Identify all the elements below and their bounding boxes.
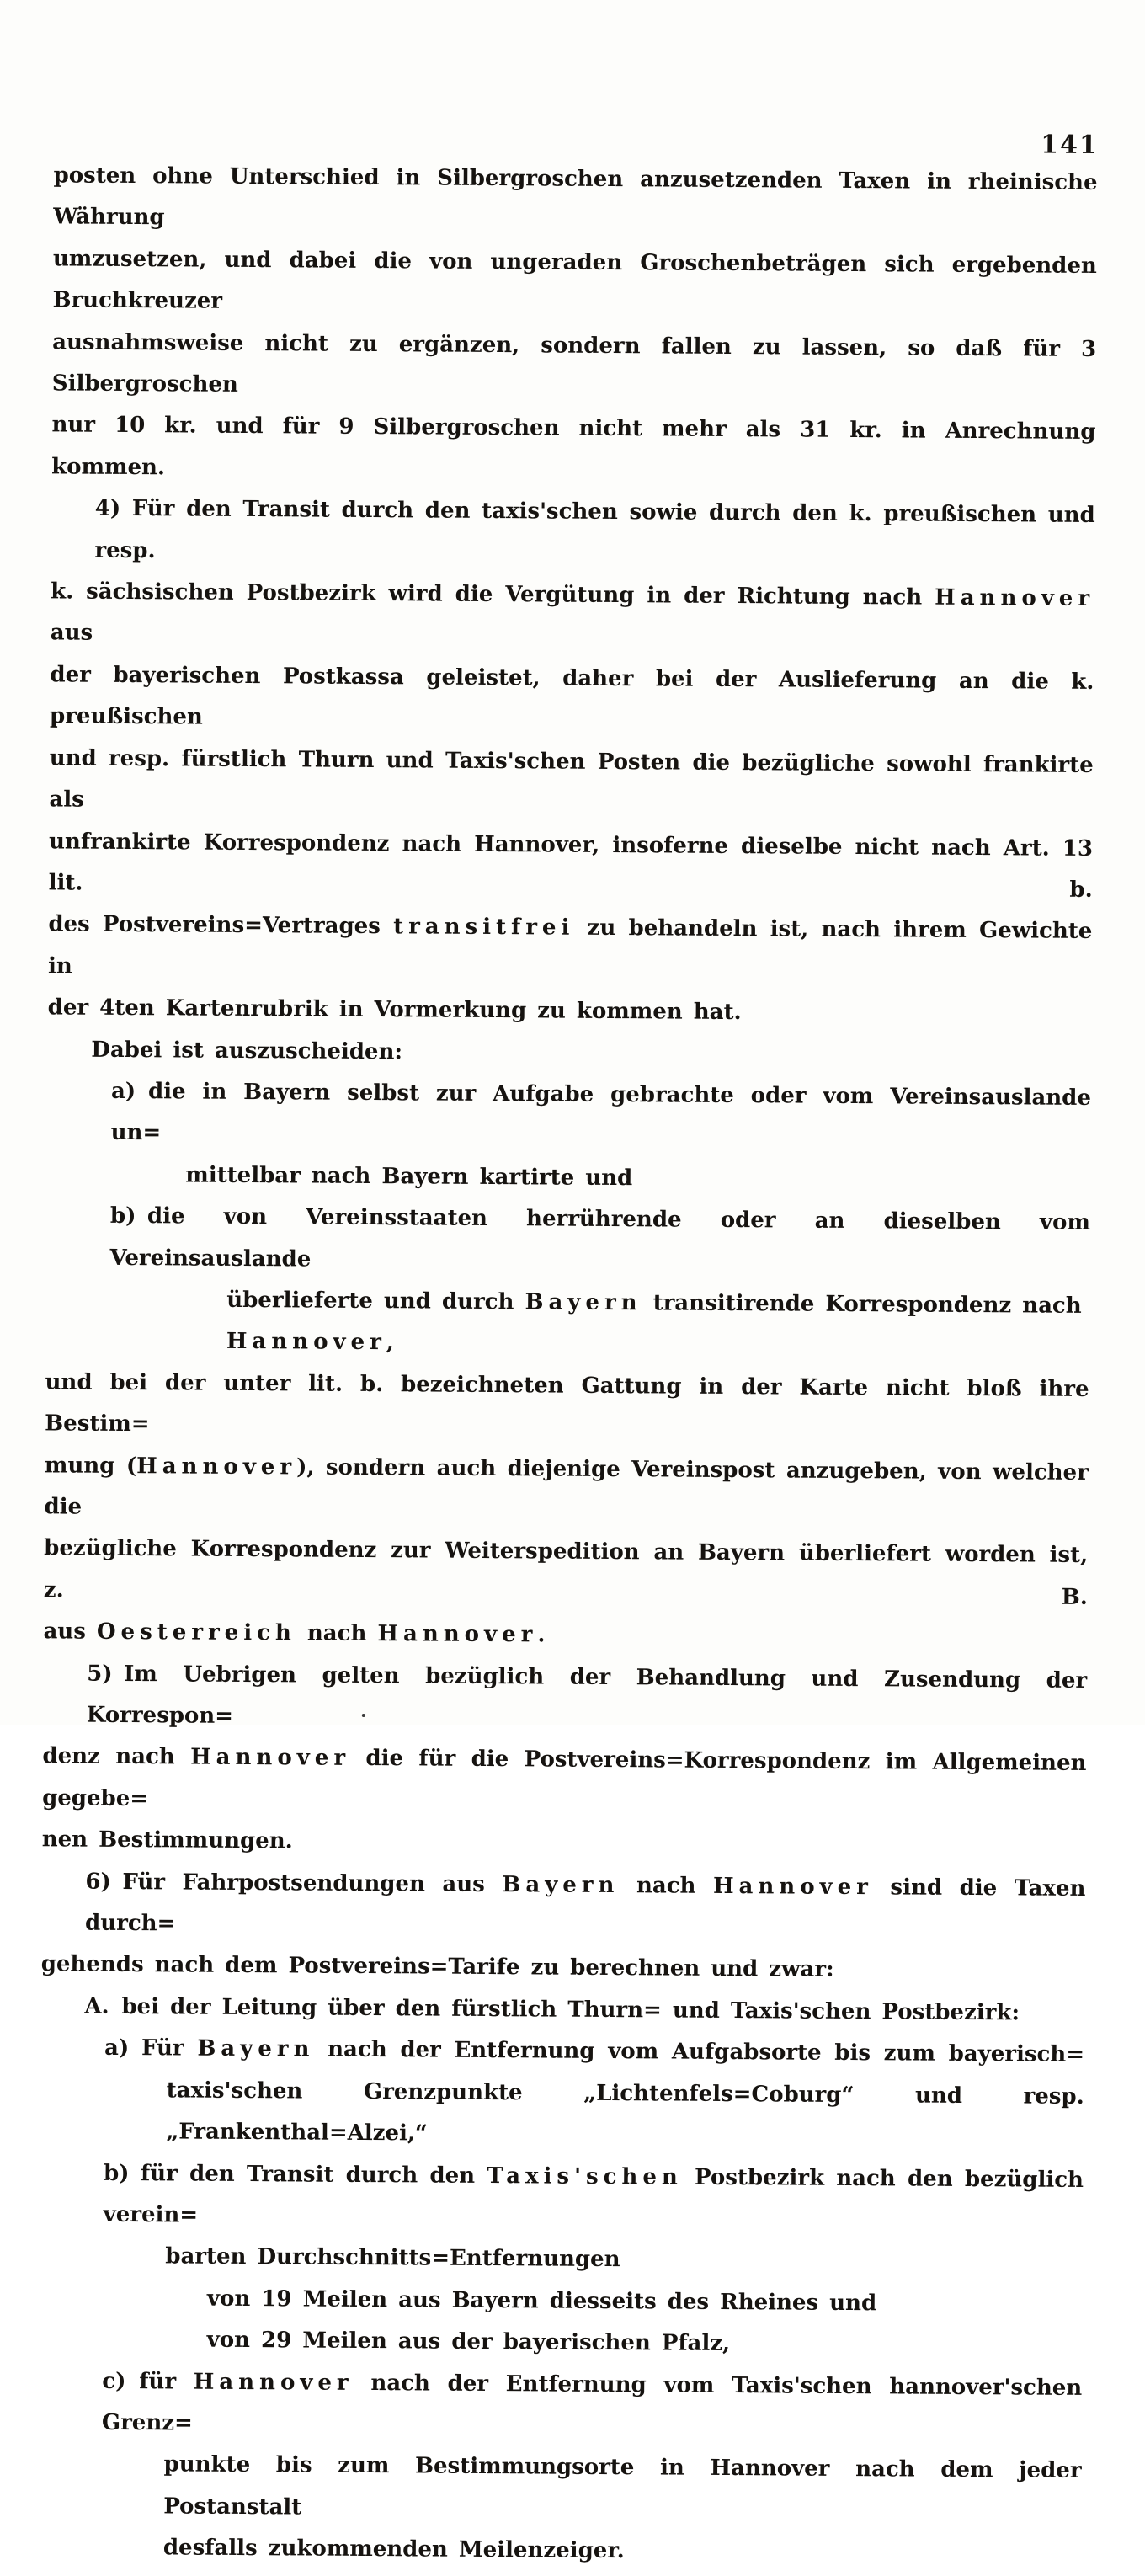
text-line: denz nach Hannover die für die Postvereins=Korrespondenz im Allgemeinen gegebe=	[42, 1743, 1087, 1812]
text-line: der bayerischen Postkassa geleistet, daher bei der Auslieferung an die k. preußischen	[49, 662, 1094, 730]
text-line: 4) Für den Transit durch den taxis'schen sowie durch den k. preußischen und resp.	[94, 488, 1095, 579]
list-marker: a)	[104, 2035, 130, 2061]
list-marker: 4)	[94, 495, 121, 522]
emphasized-text: Hannover	[136, 1453, 297, 1480]
emphasized-text: Hannover	[377, 1621, 538, 1648]
text-line: und bei der unter lit. b. bezeichneten Gattung in der Karte nicht bloß ihre Bestim=	[45, 1369, 1089, 1437]
text-line: b) die von Vereinsstaaten herrührende oder an dieselben vom Vereinsauslande	[109, 1196, 1090, 1286]
list-marker: b)	[109, 1203, 136, 1229]
emphasized-text: transitfrei	[393, 914, 575, 941]
text-line: 6) Für Fahrpostsendungen aus Bayern nach Hannover sind die Taxen durch=	[85, 1861, 1086, 1951]
emphasized-text: Bayern	[525, 1289, 642, 1316]
text-line: desfalls zukommenden Meilenzeiger.	[162, 2535, 625, 2564]
text-line: ausnahmsweise nicht zu ergänzen, sondern fallen zu lassen, so daß für 3 Silbergroschen	[51, 328, 1097, 397]
text-line: von 29 Meilen aus der bayerischen Pfalz,	[206, 2327, 731, 2357]
page-number: 141	[1041, 130, 1099, 161]
emphasized-text: Hannover	[935, 584, 1095, 612]
text-line: mittelbar nach Bayern kartirte und	[185, 1162, 633, 1191]
emphasized-text: Bayern	[502, 1871, 620, 1898]
text-line: 5) Im Uebrigen gelten bezüglich der Behandlung und Zusendung der Korrespon=	[87, 1653, 1088, 1743]
text-line: unfrankirte Korrespondenz nach Hannover, insoferne dieselbe nicht nach Art. 13 lit. b.	[48, 828, 1094, 903]
text-line: nen Bestimmungen.	[41, 1827, 293, 1854]
text-line: gehends nach dem Postvereins=Tarife zu berechnen und zwar:	[40, 1951, 834, 1983]
text-line: a) Für Bayern nach der Entfernung vom Aufgabsorte bis zum bayerisch=	[104, 2028, 1084, 2077]
emphasized-text: Hannover	[226, 1329, 386, 1356]
emphasized-text: Taxis'schen	[487, 2163, 683, 2190]
emphasized-text: Oesterreich	[96, 1619, 297, 1646]
text-line: a) die in Bayern selbst zur Aufgabe gebrachte oder vom Vereinsauslande un=	[110, 1071, 1091, 1161]
text-line: barten Durchschnitts=Entfernungen	[165, 2243, 620, 2273]
text-line: von 19 Meilen aus Bayern diesseits des Rheines und	[206, 2285, 877, 2316]
emphasized-text: Bayern	[197, 2035, 315, 2062]
text-line: punkte bis zum Bestimmungsorte in Hannover nach dem jeder Postanstalt	[163, 2451, 1082, 2520]
text-line: der 4ten Kartenrubrik in Vormerkung zu kommen hat.	[47, 995, 742, 1026]
list-marker: b)	[103, 2160, 130, 2186]
text-line: bezügliche Korrespondenz zur Weiterspedition an Bayern überliefert worden ist, z. B.	[43, 1535, 1089, 1610]
ink-speck	[362, 1714, 365, 1717]
list-marker: 6)	[85, 1869, 111, 1895]
text-line: und resp. fürstlich Thurn und Taxis'schen Posten die bezügliche sowohl frankirte als	[49, 745, 1094, 813]
text-line: mung (Hannover), sondern auch diejenige Vereinspost anzugeben, von welcher die	[44, 1452, 1089, 1520]
text-line: Dabei ist auszuscheiden:	[91, 1037, 403, 1064]
list-marker: A.	[84, 1993, 109, 2019]
text-line: umzusetzen, und dabei die von ungeraden Groschenbeträgen sich ergebenden Bruchkreuzer	[52, 246, 1097, 314]
page-body	[37, 155, 1098, 2575]
text-line: c) für Hannover nach der Entfernung vom Taxis'schen hannover'schen Grenz=	[102, 2360, 1083, 2451]
text-line: k. sächsischen Postbezirk wird die Vergütung in der Richtung nach Hannover aus	[50, 579, 1095, 647]
text-line: überlieferte und durch Bayern transitirende Korrespondenz nach Hannover,	[226, 1287, 1082, 1356]
text-line: aus Oesterreich nach Hannover.	[43, 1619, 546, 1648]
emphasized-text: Hannover	[712, 1873, 874, 1900]
text-line: b) für den Transit durch den Taxis'schen Postbezirk nach den bezüglich verein=	[104, 2152, 1084, 2243]
text-line: nur 10 kr. und für 9 Silbergroschen nicht mehr als 31 kr. in Anrechnung kommen.	[51, 412, 1096, 481]
text-line: taxis'schen Grenzpunkte „Lichtenfels=Coburg“ und resp. „Frankenthal=Alzei,“	[166, 2077, 1084, 2147]
list-marker: c)	[102, 2368, 126, 2394]
list-marker: a)	[110, 1078, 136, 1104]
text-line: posten ohne Unterschied in Silbergroschen anzusetzenden Taxen in rheinische Währung	[53, 163, 1098, 231]
list-marker: 5)	[87, 1661, 113, 1687]
emphasized-text: Hannover	[193, 2369, 354, 2396]
emphasized-text: Hannover	[190, 1744, 351, 1772]
text-line: des Postvereins=Vertrages transitfrei zu behandeln ist, nach ihrem Gewichte in	[47, 911, 1093, 979]
text-line: A. bei der Leitung über den fürstlich Thurn= und Taxis'schen Postbezirk:	[84, 1987, 1084, 2035]
